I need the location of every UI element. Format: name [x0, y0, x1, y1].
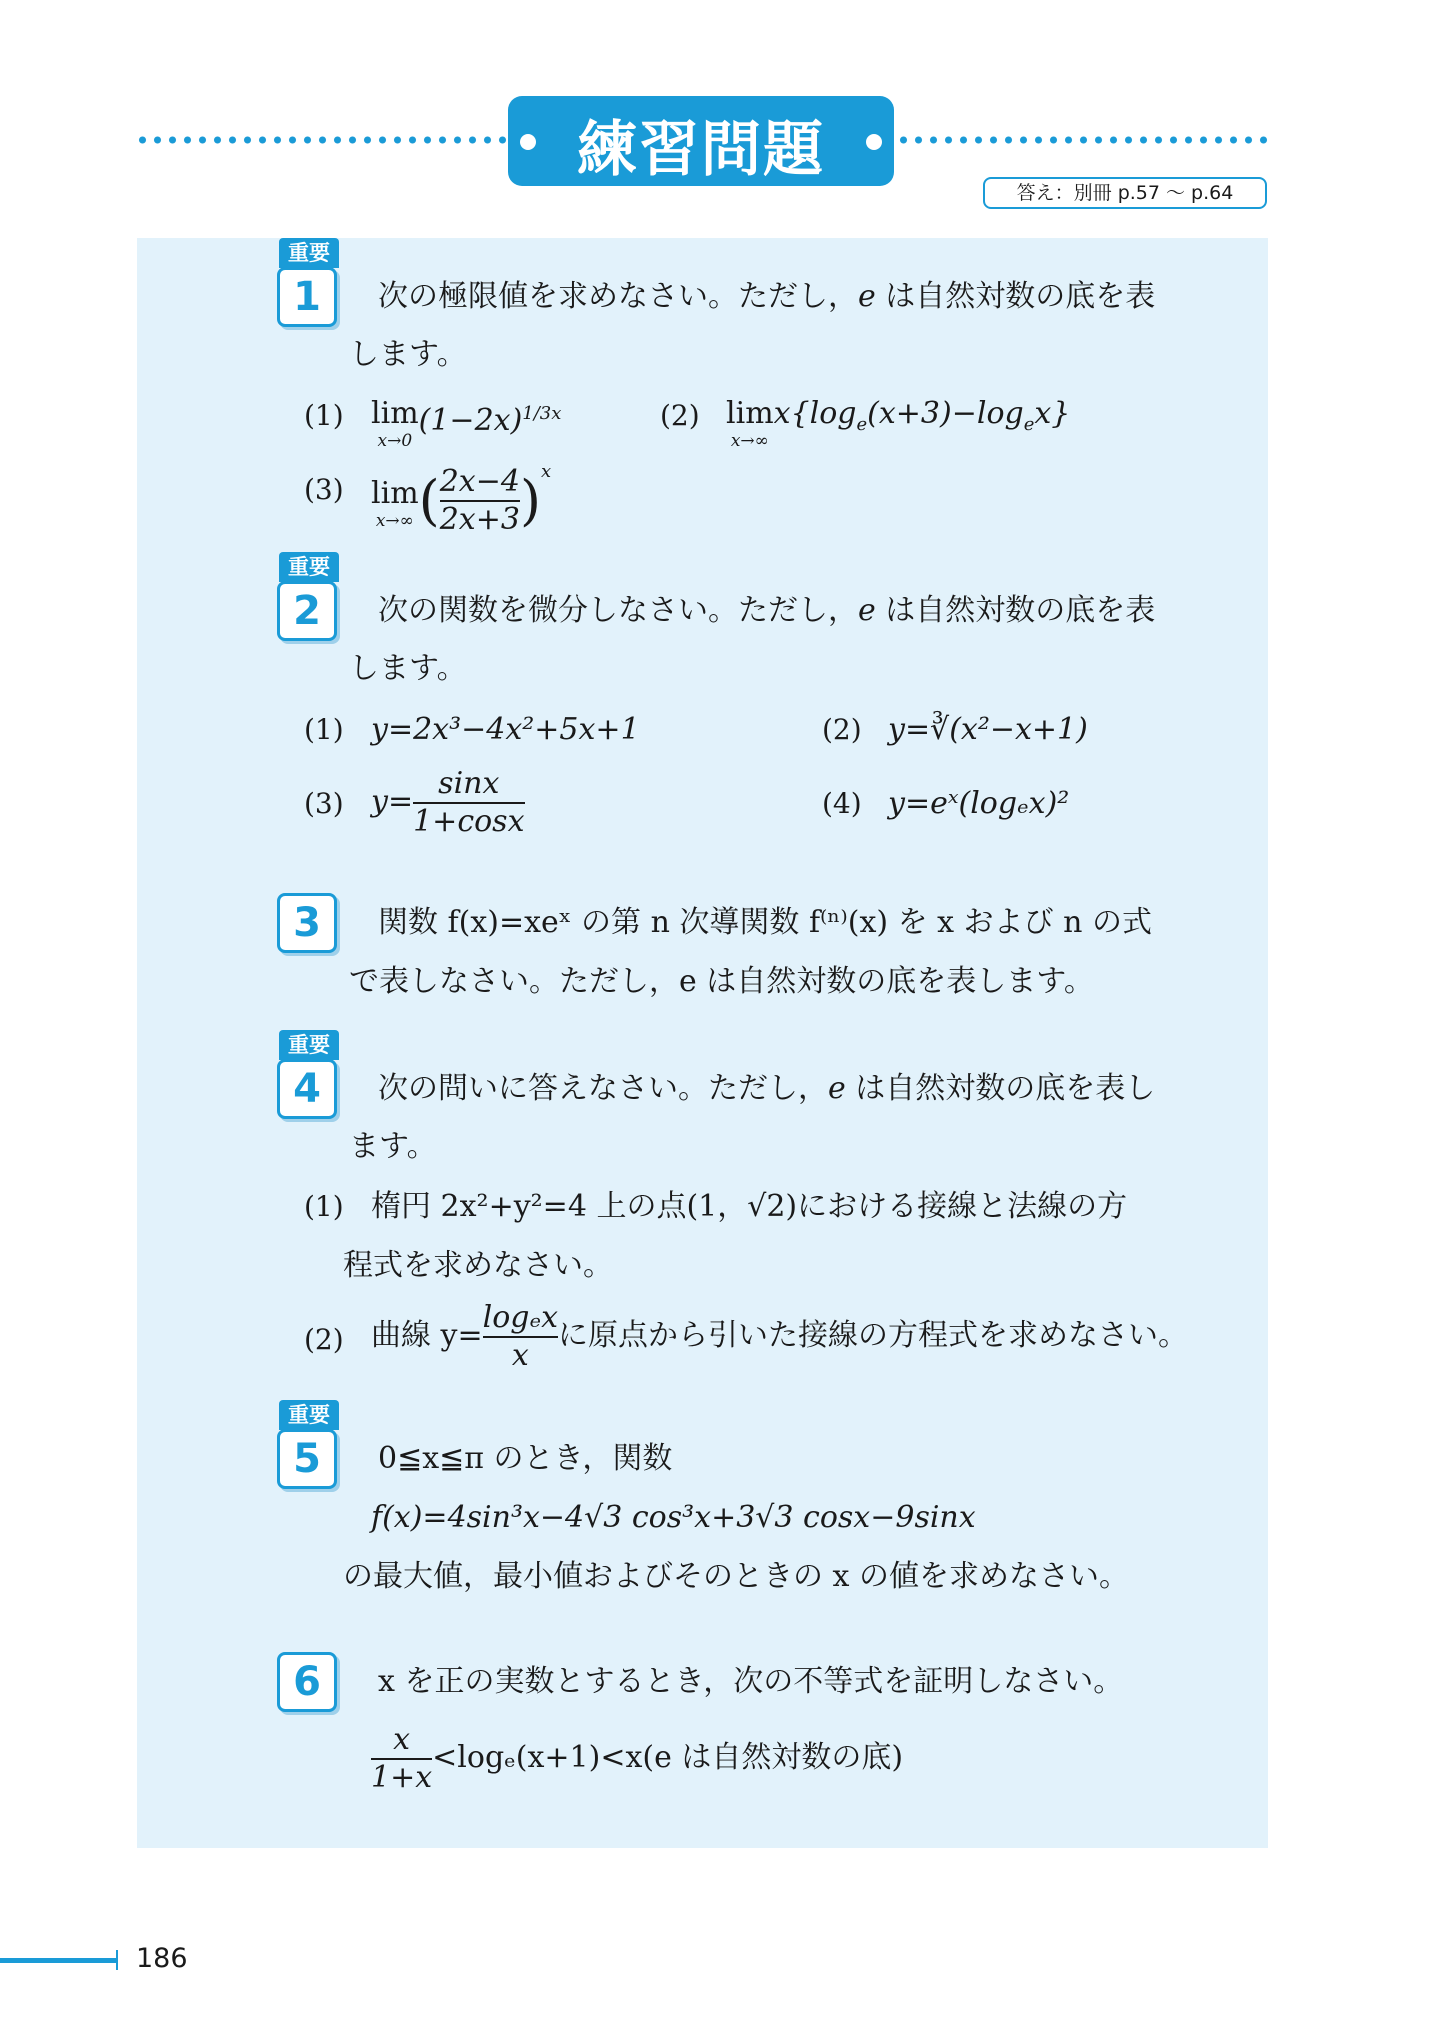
important-badge: 重要: [279, 1030, 339, 1060]
problem-6-text: x を正の実数とするとき，次の不等式を証明しなさい。: [378, 1664, 1124, 1699]
function-1: y=2x³−4x²+5x+1: [371, 712, 640, 747]
problem-2-text: 次の関数を微分しなさい。ただし，e は自然対数の底を表: [378, 593, 1156, 628]
item-label: (3): [304, 787, 344, 820]
item-label: (4): [822, 787, 862, 820]
problem-5-text-cont: の最大値，最小値およびそのときの x の値を求めなさい。: [343, 1559, 1129, 1594]
problem-3-text: 関数 f(x)=xeˣ の第 n 次導関数 f⁽ⁿ⁾(x) を x および n の式: [378, 905, 1153, 940]
problem-number: 6: [277, 1652, 337, 1712]
problem-1-text: 次の極限値を求めなさい。ただし，e は自然対数の底を表: [378, 279, 1156, 314]
section-title: 練習問題: [577, 115, 825, 185]
problem-number: 3: [277, 893, 337, 953]
problem-number: 2: [277, 581, 337, 641]
important-badge: 重要: [279, 238, 339, 268]
item-label: (2): [660, 399, 700, 432]
item-label: (1): [304, 399, 344, 432]
function-4: y=eˣ(logₑx)²: [888, 786, 1070, 821]
problem-2-text-cont: します。: [349, 651, 467, 686]
important-badge: 重要: [279, 1400, 339, 1430]
answer-reference: 答え：別冊 p.57 ～ p.64: [983, 177, 1267, 209]
limit-2: lim x→∞ $x\{\log_e(x+3)-\log_ex\}$: [726, 396, 1071, 451]
problem-4-item-1: 楕円 2x²+y²=4 上の点(1，√2)における接線と法線の方: [371, 1189, 1128, 1224]
limit-1: lim x→0 $(1-2x)^{1/3x}$: [371, 396, 562, 451]
problem-5-text: 0≦x≦π のとき，関数: [378, 1441, 673, 1476]
page-number: 186: [136, 1943, 188, 1974]
problem-number: 1: [277, 267, 337, 327]
item-label: (2): [304, 1323, 344, 1356]
problem-1-text-cont: します。: [349, 337, 467, 372]
function-2: y=∛(x²−x+1): [888, 712, 1088, 747]
item-label: (1): [304, 1190, 344, 1223]
section-title-box: [508, 96, 894, 186]
problem-3-text-cont: で表しなさい。ただし，e は自然対数の底を表します。: [349, 964, 1094, 999]
header-dots-left: [135, 136, 507, 144]
problem-number: 5: [277, 1429, 337, 1489]
limit-3: lim x→∞ ( $\frac{2x-4}{2x+3}$ )$^x$: [371, 461, 552, 537]
problem-4-item-2: 曲線 y= $\frac{\text{logₑx}}{x}$ に原点から引いた接線の方程式を求めなさい。: [371, 1300, 1189, 1373]
title-dot-right: [866, 134, 882, 150]
problem-4-text: 次の問いに答えなさい。ただし，e は自然対数の底を表し: [378, 1071, 1156, 1106]
footer-bar: [0, 1958, 116, 1963]
problem-6-inequality: $\frac{x}{1+x}$ <logₑ(x+1)<x(e は自然対数の底): [371, 1722, 904, 1795]
footer-tick: [116, 1950, 118, 1970]
header-dots-right: [896, 136, 1268, 144]
item-label: (2): [822, 713, 862, 746]
item-label: (1): [304, 713, 344, 746]
problem-5-function: f(x)=4sin³x−4√3 cos³x+3√3 cosx−9sinx: [371, 1500, 976, 1535]
problem-number: 4: [277, 1059, 337, 1119]
problem-4-text-cont: ます。: [349, 1129, 437, 1164]
item-label: (3): [304, 473, 344, 506]
important-badge: 重要: [279, 552, 339, 582]
function-3: y= $\frac{\sin x}{1+\cos x}$: [371, 766, 525, 839]
problem-4-item-1-cont: 程式を求めなさい。: [343, 1248, 613, 1283]
